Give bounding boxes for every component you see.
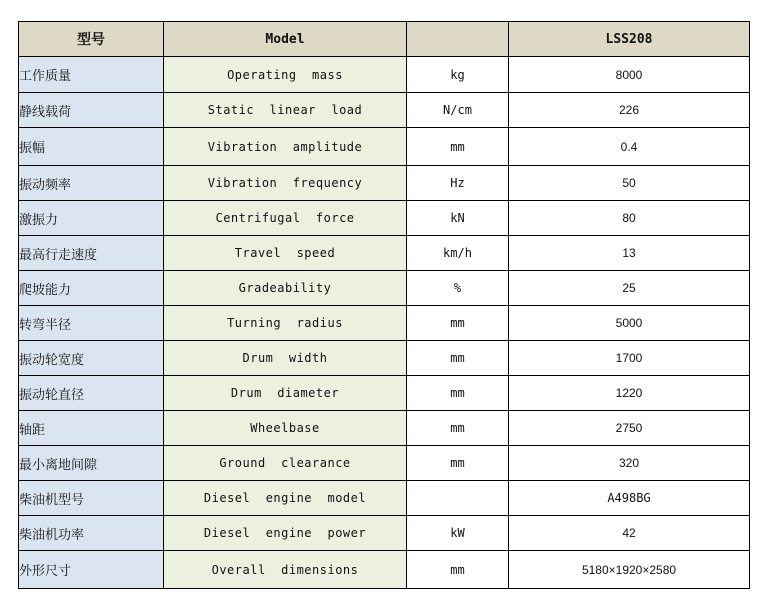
param-value: 5180×1920×2580 bbox=[509, 551, 750, 589]
param-value: 50 bbox=[509, 166, 750, 201]
param-name-cn: 振动轮宽度 bbox=[19, 341, 164, 376]
param-name-en: Diesel engine model bbox=[164, 481, 407, 516]
param-name-en: Vibration frequency bbox=[164, 166, 407, 201]
param-value: 80 bbox=[509, 201, 750, 236]
table-row bbox=[19, 236, 750, 271]
param-value: 0.4 bbox=[509, 128, 750, 166]
param-unit bbox=[407, 481, 509, 516]
param-unit: kg bbox=[407, 57, 509, 93]
param-value: 5000 bbox=[509, 306, 750, 341]
param-name-cn: 柴油机功率 bbox=[19, 516, 164, 551]
param-unit: kW bbox=[407, 516, 509, 551]
param-name-en: Turning radius bbox=[164, 306, 407, 341]
param-name-en: Drum diameter bbox=[164, 376, 407, 411]
param-unit: mm bbox=[407, 411, 509, 446]
param-name-cn: 振动轮直径 bbox=[19, 376, 164, 411]
param-value: 42 bbox=[509, 516, 750, 551]
param-unit: Hz bbox=[407, 166, 509, 201]
param-value: 320 bbox=[509, 446, 750, 481]
table-row bbox=[19, 481, 750, 516]
table-row bbox=[19, 376, 750, 411]
header-model-en: Model bbox=[164, 22, 407, 57]
table-row bbox=[19, 551, 750, 589]
param-name-en: Centrifugal force bbox=[164, 201, 407, 236]
param-name-en: Diesel engine power bbox=[164, 516, 407, 551]
param-unit: N/cm bbox=[407, 93, 509, 128]
param-value: A498BG bbox=[509, 481, 750, 516]
header-unit bbox=[407, 22, 509, 57]
header-model-cn: 型号 bbox=[19, 22, 164, 57]
param-value: 2750 bbox=[509, 411, 750, 446]
param-name-en: Gradeability bbox=[164, 271, 407, 306]
param-name-cn: 外形尺寸 bbox=[19, 551, 164, 589]
param-name-cn: 爬坡能力 bbox=[19, 271, 164, 306]
table-row bbox=[19, 201, 750, 236]
param-name-cn: 轴距 bbox=[19, 411, 164, 446]
table-header-row bbox=[19, 22, 750, 57]
spec-table bbox=[18, 21, 750, 589]
param-name-en: Ground clearance bbox=[164, 446, 407, 481]
param-name-cn: 振幅 bbox=[19, 128, 164, 166]
header-model-value: LSS208 bbox=[509, 22, 750, 57]
param-unit: mm bbox=[407, 128, 509, 166]
param-value: 226 bbox=[509, 93, 750, 128]
param-value: 25 bbox=[509, 271, 750, 306]
param-unit: mm bbox=[407, 341, 509, 376]
param-unit: mm bbox=[407, 446, 509, 481]
table-row bbox=[19, 446, 750, 481]
table-row bbox=[19, 57, 750, 93]
param-name-en: Drum width bbox=[164, 341, 407, 376]
param-unit: % bbox=[407, 271, 509, 306]
param-unit: kN bbox=[407, 201, 509, 236]
param-value: 1700 bbox=[509, 341, 750, 376]
table-row bbox=[19, 271, 750, 306]
param-value: 1220 bbox=[509, 376, 750, 411]
param-name-en: Operating mass bbox=[164, 57, 407, 93]
param-name-cn: 柴油机型号 bbox=[19, 481, 164, 516]
param-name-en: Static linear load bbox=[164, 93, 407, 128]
param-name-en: Wheelbase bbox=[164, 411, 407, 446]
table-row bbox=[19, 93, 750, 128]
param-unit: mm bbox=[407, 376, 509, 411]
param-name-cn: 转弯半径 bbox=[19, 306, 164, 341]
table-row bbox=[19, 306, 750, 341]
table-row bbox=[19, 411, 750, 446]
table-row bbox=[19, 341, 750, 376]
param-name-cn: 工作质量 bbox=[19, 57, 164, 93]
param-unit: mm bbox=[407, 551, 509, 589]
table-row bbox=[19, 516, 750, 551]
param-name-cn: 最高行走速度 bbox=[19, 236, 164, 271]
param-name-cn: 振动频率 bbox=[19, 166, 164, 201]
param-name-cn: 静线载荷 bbox=[19, 93, 164, 128]
table-row bbox=[19, 166, 750, 201]
param-name-cn: 最小离地间隙 bbox=[19, 446, 164, 481]
table-row bbox=[19, 128, 750, 166]
param-name-cn: 激振力 bbox=[19, 201, 164, 236]
param-name-en: Travel speed bbox=[164, 236, 407, 271]
param-unit: mm bbox=[407, 306, 509, 341]
param-value: 13 bbox=[509, 236, 750, 271]
param-value: 8000 bbox=[509, 57, 750, 93]
param-name-en: Overall dimensions bbox=[164, 551, 407, 589]
param-unit: km/h bbox=[407, 236, 509, 271]
param-name-en: Vibration amplitude bbox=[164, 128, 407, 166]
